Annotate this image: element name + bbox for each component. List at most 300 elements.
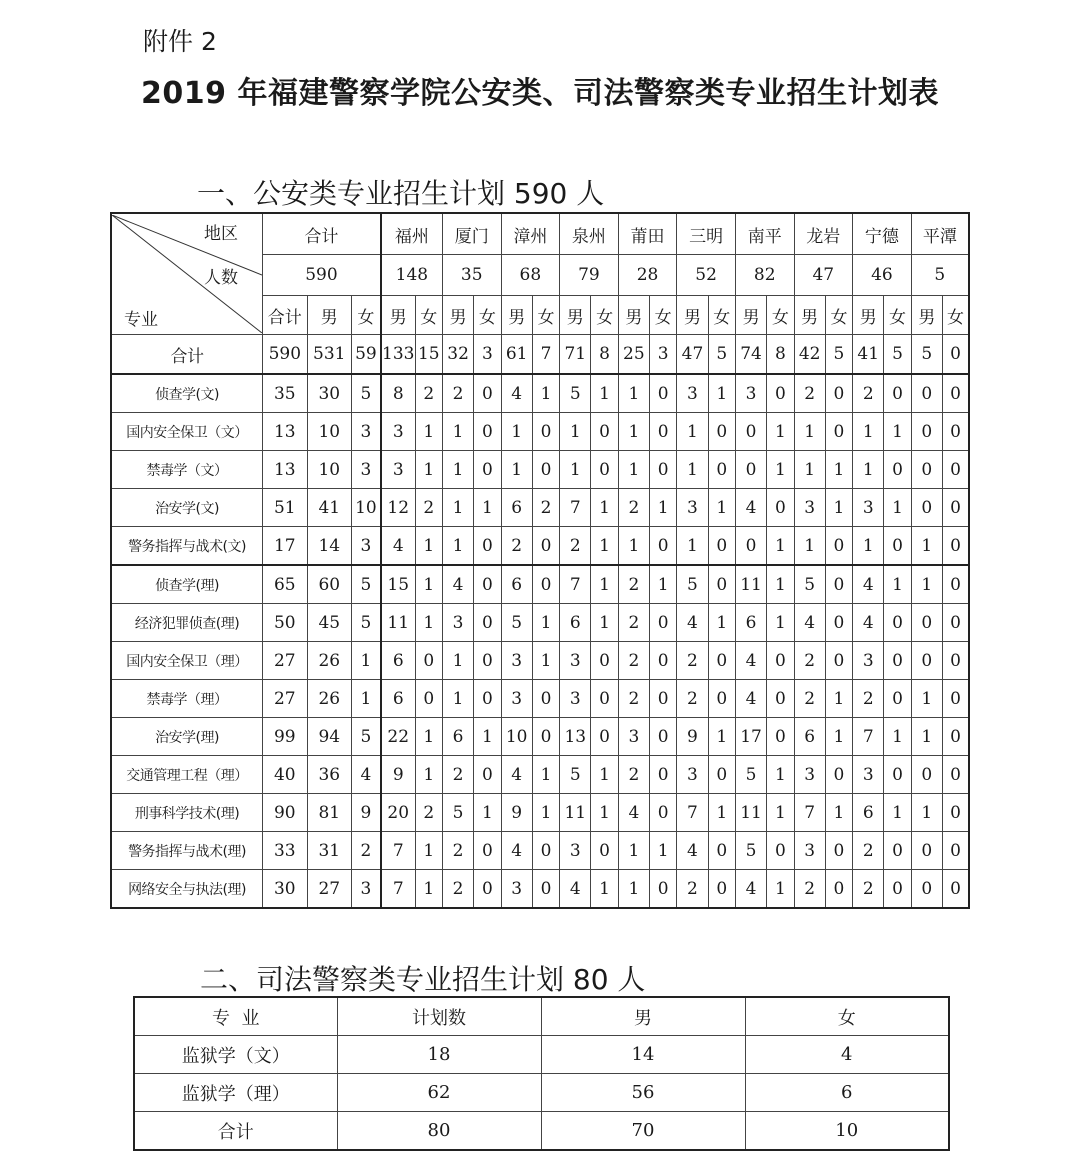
value-cell: 4 bbox=[677, 604, 708, 642]
value-cell: 3 bbox=[442, 604, 473, 642]
value-cell: 27 bbox=[307, 870, 351, 909]
major-cell: 国内安全保卫（文） bbox=[111, 413, 263, 451]
value-cell: 8 bbox=[591, 335, 618, 375]
region-count: 35 bbox=[442, 255, 501, 296]
value-cell: 0 bbox=[591, 718, 618, 756]
value-cell: 0 bbox=[767, 832, 794, 870]
value-cell: 1 bbox=[618, 374, 649, 413]
value-cell: 1 bbox=[794, 527, 825, 566]
value-cell: 1 bbox=[708, 489, 735, 527]
table-row bbox=[111, 604, 969, 642]
value-cell: 1 bbox=[677, 451, 708, 489]
value-cell: 5 bbox=[351, 604, 380, 642]
value-cell: 9 bbox=[351, 794, 380, 832]
male-header: 男 bbox=[307, 296, 351, 335]
value-cell: 1 bbox=[911, 680, 942, 718]
value-cell: 0 bbox=[825, 527, 852, 566]
male-header: 男 bbox=[381, 296, 415, 335]
value-cell: 14 bbox=[307, 527, 351, 566]
region-name: 宁德 bbox=[853, 213, 912, 255]
value-cell: 2 bbox=[442, 756, 473, 794]
value-cell: 2 bbox=[618, 642, 649, 680]
value-cell: 0 bbox=[943, 451, 970, 489]
value-cell: 10 bbox=[307, 413, 351, 451]
value-cell: 0 bbox=[943, 335, 970, 375]
major-cell: 警务指挥与战术(文) bbox=[111, 527, 263, 566]
value-cell: 3 bbox=[351, 451, 380, 489]
value-cell: 4 bbox=[853, 565, 884, 604]
value-cell: 94 bbox=[307, 718, 351, 756]
value-cell: 2 bbox=[618, 604, 649, 642]
table-row bbox=[111, 642, 969, 680]
value-cell: 0 bbox=[708, 413, 735, 451]
value-cell: 1 bbox=[415, 604, 442, 642]
value-cell: 4 bbox=[853, 604, 884, 642]
value-cell: 1 bbox=[794, 451, 825, 489]
value-cell: 1 bbox=[650, 832, 677, 870]
value-cell: 0 bbox=[474, 527, 501, 566]
value-cell: 0 bbox=[825, 565, 852, 604]
value-cell: 1 bbox=[767, 870, 794, 909]
value-cell: 0 bbox=[825, 870, 852, 909]
value-cell: 7 bbox=[677, 794, 708, 832]
value-cell: 0 bbox=[767, 718, 794, 756]
value-cell: 4 bbox=[381, 527, 415, 566]
value-cell: 4 bbox=[735, 642, 766, 680]
value-cell: 40 bbox=[263, 756, 307, 794]
value-cell: 1 bbox=[825, 489, 852, 527]
value-cell: 0 bbox=[884, 832, 911, 870]
page-title: 2019 年福建警察学院公安类、司法警察类专业招生计划表 bbox=[141, 76, 939, 111]
value-cell: 0 bbox=[911, 374, 942, 413]
male-header: 男 bbox=[501, 296, 532, 335]
value-cell: 2 bbox=[853, 870, 884, 909]
value-cell: 3 bbox=[560, 680, 591, 718]
value-cell: 0 bbox=[532, 413, 559, 451]
value-cell: 0 bbox=[943, 794, 970, 832]
value-cell: 3 bbox=[501, 680, 532, 718]
attachment-label: 附件 2 bbox=[143, 27, 217, 56]
value-cell: 5 bbox=[825, 335, 852, 375]
major-cell: 合计 bbox=[134, 1112, 337, 1151]
value-cell: 7 bbox=[532, 335, 559, 375]
region-name: 福州 bbox=[381, 213, 443, 255]
value-cell: 4 bbox=[677, 832, 708, 870]
value-cell: 0 bbox=[911, 756, 942, 794]
col-plan-header: 计划数 bbox=[337, 997, 541, 1036]
value-cell: 2 bbox=[351, 832, 380, 870]
value-cell: 0 bbox=[474, 642, 501, 680]
major-cell: 刑事科学技术(理) bbox=[111, 794, 263, 832]
female-header: 女 bbox=[767, 296, 794, 335]
table-row bbox=[111, 680, 969, 718]
value-cell: 5 bbox=[442, 794, 473, 832]
value-cell: 1 bbox=[825, 718, 852, 756]
value-cell: 1 bbox=[767, 451, 794, 489]
value-cell: 2 bbox=[677, 680, 708, 718]
value-cell: 1 bbox=[708, 604, 735, 642]
value-cell: 3 bbox=[853, 756, 884, 794]
value-cell: 0 bbox=[474, 565, 501, 604]
region-name: 龙岩 bbox=[794, 213, 853, 255]
value-cell: 4 bbox=[618, 794, 649, 832]
table-row bbox=[111, 335, 969, 375]
police-enrollment-table bbox=[110, 212, 970, 909]
value-cell: 59 bbox=[351, 335, 380, 375]
value-cell: 5 bbox=[560, 756, 591, 794]
value-cell: 11 bbox=[381, 604, 415, 642]
region-count: 68 bbox=[501, 255, 560, 296]
value-cell: 1 bbox=[415, 451, 442, 489]
value-cell: 0 bbox=[708, 832, 735, 870]
value-cell: 0 bbox=[591, 832, 618, 870]
major-cell: 侦查学(理) bbox=[111, 565, 263, 604]
male-header: 男 bbox=[677, 296, 708, 335]
female-header: 女 bbox=[943, 296, 970, 335]
value-cell: 1 bbox=[853, 413, 884, 451]
value-cell: 0 bbox=[884, 680, 911, 718]
value-cell: 0 bbox=[767, 642, 794, 680]
value-cell: 0 bbox=[884, 374, 911, 413]
region-count: 46 bbox=[853, 255, 912, 296]
major-cell: 经济犯罪侦查(理) bbox=[111, 604, 263, 642]
value-cell: 2 bbox=[677, 642, 708, 680]
value-cell: 99 bbox=[263, 718, 307, 756]
value-cell: 4 bbox=[735, 870, 766, 909]
value-cell: 1 bbox=[853, 527, 884, 566]
value-cell: 2 bbox=[794, 374, 825, 413]
value-cell: 3 bbox=[351, 527, 380, 566]
male-header: 男 bbox=[911, 296, 942, 335]
value-cell: 4 bbox=[794, 604, 825, 642]
value-cell: 1 bbox=[532, 642, 559, 680]
table-row bbox=[111, 832, 969, 870]
value-cell: 1 bbox=[415, 870, 442, 909]
female-header: 女 bbox=[532, 296, 559, 335]
value-cell: 4 bbox=[735, 680, 766, 718]
value-cell: 25 bbox=[618, 335, 649, 375]
col-major-header: 专 业 bbox=[134, 997, 337, 1036]
value-cell: 5 bbox=[351, 718, 380, 756]
value-cell: 3 bbox=[501, 642, 532, 680]
male-header: 男 bbox=[618, 296, 649, 335]
value-cell: 531 bbox=[307, 335, 351, 375]
value-cell: 15 bbox=[415, 335, 442, 375]
value-cell: 2 bbox=[677, 870, 708, 909]
female-header: 女 bbox=[708, 296, 735, 335]
male-cell: 70 bbox=[541, 1112, 745, 1151]
value-cell: 1 bbox=[650, 565, 677, 604]
value-cell: 0 bbox=[943, 756, 970, 794]
value-cell: 42 bbox=[794, 335, 825, 375]
major-cell: 交通管理工程（理） bbox=[111, 756, 263, 794]
value-cell: 1 bbox=[884, 489, 911, 527]
value-cell: 1 bbox=[825, 794, 852, 832]
value-cell: 12 bbox=[381, 489, 415, 527]
major-cell: 警务指挥与战术(理) bbox=[111, 832, 263, 870]
value-cell: 1 bbox=[911, 718, 942, 756]
value-cell: 0 bbox=[650, 527, 677, 566]
value-cell: 7 bbox=[853, 718, 884, 756]
table-row bbox=[134, 1074, 949, 1112]
value-cell: 0 bbox=[735, 451, 766, 489]
value-cell: 1 bbox=[474, 794, 501, 832]
region-count: 148 bbox=[381, 255, 443, 296]
value-cell: 1 bbox=[767, 413, 794, 451]
major-cell: 侦查学(文) bbox=[111, 374, 263, 413]
value-cell: 90 bbox=[263, 794, 307, 832]
value-cell: 0 bbox=[708, 527, 735, 566]
value-cell: 6 bbox=[381, 642, 415, 680]
value-cell: 3 bbox=[560, 832, 591, 870]
value-cell: 3 bbox=[853, 642, 884, 680]
value-cell: 0 bbox=[911, 870, 942, 909]
value-cell: 5 bbox=[735, 832, 766, 870]
value-cell: 41 bbox=[307, 489, 351, 527]
value-cell: 0 bbox=[532, 451, 559, 489]
value-cell: 4 bbox=[442, 565, 473, 604]
value-cell: 0 bbox=[735, 413, 766, 451]
value-cell: 4 bbox=[501, 832, 532, 870]
female-cell: 6 bbox=[745, 1074, 949, 1112]
value-cell: 1 bbox=[767, 565, 794, 604]
major-cell: 网络安全与执法(理) bbox=[111, 870, 263, 909]
value-cell: 0 bbox=[943, 832, 970, 870]
region-count: 28 bbox=[618, 255, 677, 296]
value-cell: 1 bbox=[532, 756, 559, 794]
value-cell: 5 bbox=[708, 335, 735, 375]
value-cell: 15 bbox=[381, 565, 415, 604]
value-cell: 1 bbox=[825, 680, 852, 718]
value-cell: 0 bbox=[825, 756, 852, 794]
value-cell: 1 bbox=[884, 565, 911, 604]
male-cell: 56 bbox=[541, 1074, 745, 1112]
female-cell: 10 bbox=[745, 1112, 949, 1151]
value-cell: 1 bbox=[591, 374, 618, 413]
value-cell: 61 bbox=[501, 335, 532, 375]
value-cell: 0 bbox=[474, 413, 501, 451]
value-cell: 20 bbox=[381, 794, 415, 832]
value-cell: 1 bbox=[442, 489, 473, 527]
value-cell: 27 bbox=[263, 680, 307, 718]
major-cell: 治安学(文) bbox=[111, 489, 263, 527]
value-cell: 13 bbox=[560, 718, 591, 756]
value-cell: 3 bbox=[794, 489, 825, 527]
value-cell: 6 bbox=[853, 794, 884, 832]
value-cell: 3 bbox=[381, 451, 415, 489]
value-cell: 0 bbox=[884, 604, 911, 642]
value-cell: 0 bbox=[474, 374, 501, 413]
value-cell: 11 bbox=[735, 565, 766, 604]
value-cell: 47 bbox=[677, 335, 708, 375]
value-cell: 5 bbox=[351, 374, 380, 413]
value-cell: 3 bbox=[677, 756, 708, 794]
value-cell: 0 bbox=[591, 413, 618, 451]
region-name: 南平 bbox=[735, 213, 794, 255]
table-row bbox=[111, 794, 969, 832]
value-cell: 3 bbox=[618, 718, 649, 756]
value-cell: 0 bbox=[650, 680, 677, 718]
total-header: 合计 bbox=[263, 213, 381, 255]
col-female-header: 女 bbox=[745, 997, 949, 1036]
value-cell: 0 bbox=[650, 718, 677, 756]
value-cell: 2 bbox=[442, 374, 473, 413]
value-cell: 81 bbox=[307, 794, 351, 832]
value-cell: 1 bbox=[767, 527, 794, 566]
value-cell: 1 bbox=[532, 374, 559, 413]
region-count: 79 bbox=[560, 255, 619, 296]
value-cell: 3 bbox=[351, 870, 380, 909]
value-cell: 1 bbox=[911, 527, 942, 566]
value-cell: 3 bbox=[474, 335, 501, 375]
value-cell: 36 bbox=[307, 756, 351, 794]
value-cell: 2 bbox=[794, 642, 825, 680]
value-cell: 0 bbox=[708, 642, 735, 680]
value-cell: 0 bbox=[943, 374, 970, 413]
value-cell: 10 bbox=[351, 489, 380, 527]
section2-title: 二、司法警察类专业招生计划 80 人 bbox=[200, 963, 646, 996]
value-cell: 0 bbox=[943, 489, 970, 527]
value-cell: 1 bbox=[560, 413, 591, 451]
value-cell: 30 bbox=[263, 870, 307, 909]
value-cell: 0 bbox=[825, 604, 852, 642]
value-cell: 6 bbox=[560, 604, 591, 642]
table-row bbox=[111, 451, 969, 489]
region-count: 47 bbox=[794, 255, 853, 296]
value-cell: 0 bbox=[591, 642, 618, 680]
value-cell: 0 bbox=[532, 718, 559, 756]
value-cell: 3 bbox=[560, 642, 591, 680]
subtotal-header: 合计 bbox=[263, 296, 307, 335]
value-cell: 1 bbox=[591, 794, 618, 832]
value-cell: 1 bbox=[474, 718, 501, 756]
value-cell: 1 bbox=[351, 642, 380, 680]
value-cell: 1 bbox=[767, 794, 794, 832]
value-cell: 7 bbox=[560, 565, 591, 604]
table-row bbox=[111, 870, 969, 909]
value-cell: 1 bbox=[415, 718, 442, 756]
value-cell: 1 bbox=[911, 565, 942, 604]
region-name: 平潭 bbox=[911, 213, 969, 255]
table-row bbox=[134, 1036, 949, 1074]
value-cell: 0 bbox=[825, 642, 852, 680]
value-cell: 33 bbox=[263, 832, 307, 870]
value-cell: 65 bbox=[263, 565, 307, 604]
value-cell: 1 bbox=[442, 642, 473, 680]
value-cell: 27 bbox=[263, 642, 307, 680]
value-cell: 50 bbox=[263, 604, 307, 642]
value-cell: 0 bbox=[708, 680, 735, 718]
value-cell: 0 bbox=[708, 870, 735, 909]
value-cell: 35 bbox=[263, 374, 307, 413]
value-cell: 13 bbox=[263, 413, 307, 451]
value-cell: 0 bbox=[474, 451, 501, 489]
value-cell: 0 bbox=[474, 756, 501, 794]
value-cell: 1 bbox=[677, 527, 708, 566]
value-cell: 6 bbox=[501, 565, 532, 604]
major-label: 专业 bbox=[124, 310, 158, 330]
value-cell: 5 bbox=[501, 604, 532, 642]
value-cell: 0 bbox=[911, 642, 942, 680]
value-cell: 1 bbox=[532, 794, 559, 832]
value-cell: 1 bbox=[591, 565, 618, 604]
male-header: 男 bbox=[560, 296, 591, 335]
value-cell: 0 bbox=[825, 374, 852, 413]
female-header: 女 bbox=[650, 296, 677, 335]
value-cell: 32 bbox=[442, 335, 473, 375]
value-cell: 3 bbox=[794, 832, 825, 870]
value-cell: 0 bbox=[708, 756, 735, 794]
value-cell: 3 bbox=[351, 413, 380, 451]
value-cell: 0 bbox=[911, 832, 942, 870]
female-header: 女 bbox=[415, 296, 442, 335]
value-cell: 2 bbox=[618, 489, 649, 527]
value-cell: 10 bbox=[307, 451, 351, 489]
value-cell: 0 bbox=[532, 565, 559, 604]
value-cell: 9 bbox=[677, 718, 708, 756]
value-cell: 17 bbox=[263, 527, 307, 566]
value-cell: 30 bbox=[307, 374, 351, 413]
value-cell: 590 bbox=[263, 335, 307, 375]
value-cell: 1 bbox=[591, 756, 618, 794]
value-cell: 1 bbox=[591, 870, 618, 909]
value-cell: 1 bbox=[618, 451, 649, 489]
value-cell: 8 bbox=[767, 335, 794, 375]
value-cell: 1 bbox=[415, 527, 442, 566]
value-cell: 0 bbox=[650, 451, 677, 489]
section1-title: 一、公安类专业招生计划 590 人 bbox=[197, 177, 605, 210]
total-count: 590 bbox=[263, 255, 381, 296]
value-cell: 0 bbox=[884, 451, 911, 489]
value-cell: 5 bbox=[911, 335, 942, 375]
value-cell: 1 bbox=[591, 604, 618, 642]
female-header: 女 bbox=[884, 296, 911, 335]
value-cell: 1 bbox=[767, 756, 794, 794]
major-cell: 监狱学（文） bbox=[134, 1036, 337, 1074]
region-label: 地区 bbox=[204, 224, 238, 244]
region-name: 三明 bbox=[677, 213, 736, 255]
value-cell: 0 bbox=[911, 413, 942, 451]
value-cell: 2 bbox=[794, 870, 825, 909]
table-row bbox=[111, 718, 969, 756]
value-cell: 3 bbox=[794, 756, 825, 794]
value-cell: 133 bbox=[381, 335, 415, 375]
major-cell: 国内安全保卫（理） bbox=[111, 642, 263, 680]
value-cell: 5 bbox=[677, 565, 708, 604]
value-cell: 13 bbox=[263, 451, 307, 489]
value-cell: 1 bbox=[884, 794, 911, 832]
value-cell: 3 bbox=[650, 335, 677, 375]
judicial-police-table bbox=[133, 996, 950, 1151]
value-cell: 0 bbox=[943, 642, 970, 680]
value-cell: 3 bbox=[677, 489, 708, 527]
value-cell: 0 bbox=[591, 451, 618, 489]
value-cell: 3 bbox=[501, 870, 532, 909]
value-cell: 0 bbox=[825, 413, 852, 451]
count-label: 人数 bbox=[204, 268, 238, 288]
value-cell: 7 bbox=[381, 870, 415, 909]
value-cell: 1 bbox=[442, 527, 473, 566]
value-cell: 0 bbox=[474, 870, 501, 909]
value-cell: 0 bbox=[884, 870, 911, 909]
value-cell: 0 bbox=[884, 756, 911, 794]
value-cell: 1 bbox=[708, 374, 735, 413]
value-cell: 1 bbox=[708, 794, 735, 832]
value-cell: 1 bbox=[501, 451, 532, 489]
plan-cell: 18 bbox=[337, 1036, 541, 1074]
value-cell: 0 bbox=[650, 374, 677, 413]
value-cell: 0 bbox=[735, 527, 766, 566]
